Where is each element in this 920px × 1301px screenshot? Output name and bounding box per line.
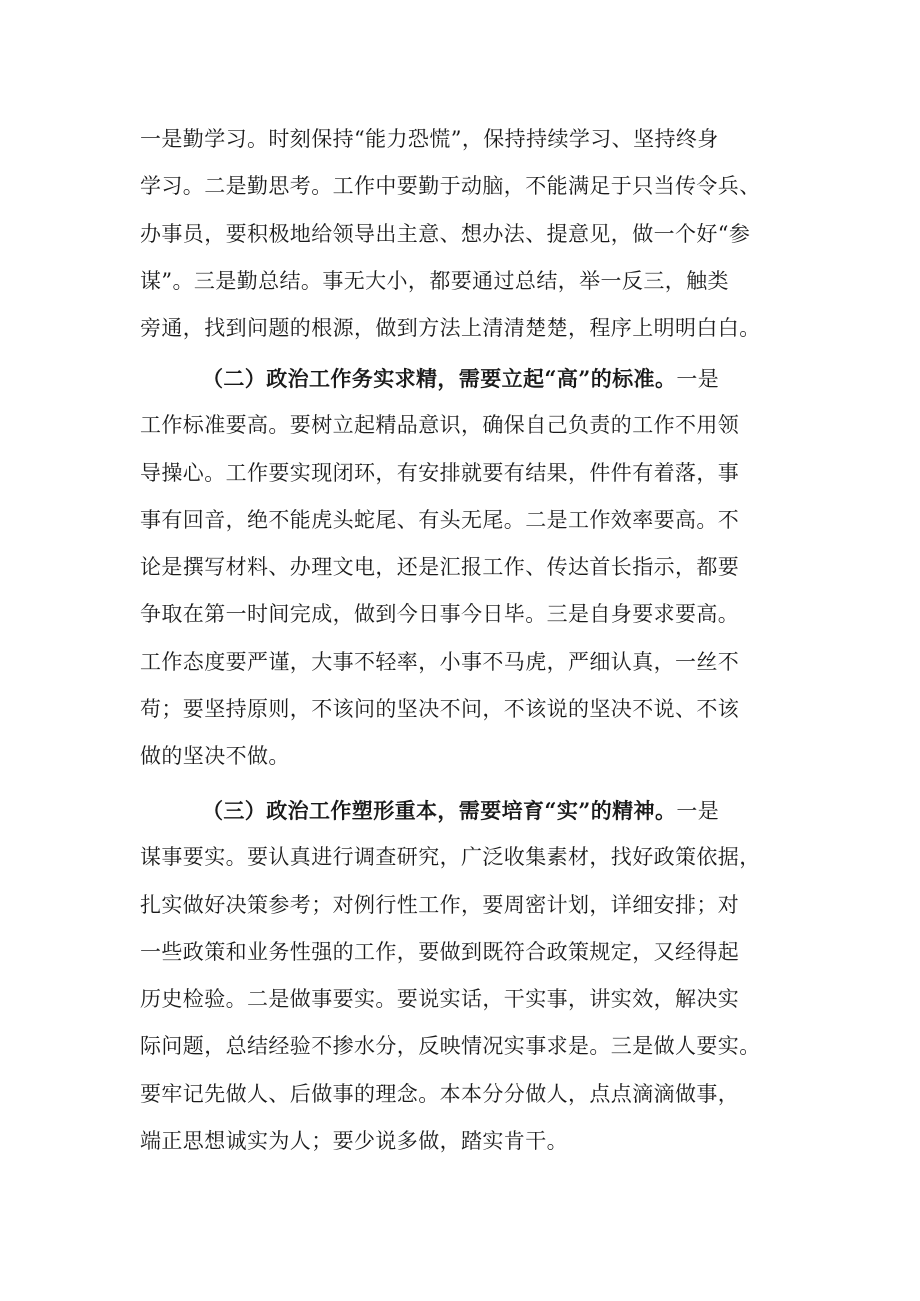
paragraph-first-line <box>140 787 790 834</box>
section-heading-2: （二）政治工作务实求精，需要立起“高”的标准。 <box>202 366 677 391</box>
paragraph-line-start: 一是 <box>676 367 720 391</box>
paragraph-line: 际问题，总结经验不掺水分，反映情况实事求是。三是做人要实。 <box>140 1034 761 1059</box>
paragraph-line: 一是勤学习。时刻保持“能力恐慌”，保持持续学习、坚持终身 <box>140 127 719 151</box>
paragraph-2 <box>140 355 790 781</box>
paragraph-line: 事有回音，绝不能虎头蛇尾、有头无尾。二是工作效率要高。不 <box>140 507 740 532</box>
paragraph-line: 端正思想诚实为人；要少说多做，踏实肯干。 <box>140 1129 568 1154</box>
paragraph-line: 办事员，要积极地给领导出主意、想办法、提意见，做一个好“参 <box>140 221 751 246</box>
paragraph-line: 争取在第一时间完成，做到今日事今日毕。三是自身要求要高。 <box>140 602 740 627</box>
paragraph-line: 谋事要实。要认真进行调查研究，广泛收集素材，找好政策依据， <box>140 845 761 870</box>
paragraph-line: 谋”。三是勤总结。事无大小，都要通过总结，举一反三，触类 <box>140 268 729 293</box>
paragraph-line: 苟；要坚持原则，不该问的坚决不问，不该说的坚决不说、不该 <box>140 697 740 722</box>
paragraph-line: 历史检验。二是做事要实。要说实话，干实事，讲实效，解决实 <box>140 987 740 1012</box>
paragraph-line: 扎实做好决策参考；对例行性工作，要周密计划，详细安排；对 <box>140 892 740 917</box>
paragraph-3 <box>140 787 790 1165</box>
paragraph-line: 工作态度要严谨，大事不轻率，小事不马虎，严细认真，一丝不 <box>140 649 740 674</box>
paragraph-line: 学习。二是勤思考。工作中要勤于动脑，不能满足于只当传令兵、 <box>140 174 761 199</box>
paragraph-line-start: 一是 <box>676 799 720 823</box>
section-heading-3: （三）政治工作塑形重本，需要培育“实”的精神。 <box>202 798 677 823</box>
paragraph-line: 旁通，找到问题的根源，做到方法上清清楚楚，程序上明明白白。 <box>140 316 761 341</box>
paragraph-1 <box>140 116 790 352</box>
paragraph-line: 要牢记先做人、后做事的理念。本本分分做人，点点滴滴做事， <box>140 1081 740 1106</box>
paragraph-line: 论是撰写材料、办理文电，还是汇报工作、传达首长指示，都要 <box>140 555 740 580</box>
paragraph-line: 做的坚决不做。 <box>140 744 290 769</box>
paragraph-line: 导操心。工作要实现闭环，有安排就要有结果，件件有着落，事 <box>140 460 740 485</box>
paragraph-line: 一些政策和业务性强的工作，要做到既符合政策规定，又经得起 <box>140 939 740 964</box>
paragraph-first-line <box>140 355 790 402</box>
paragraph-line: 工作标准要高。要树立起精品意识，确保自己负责的工作不用领 <box>140 413 740 438</box>
